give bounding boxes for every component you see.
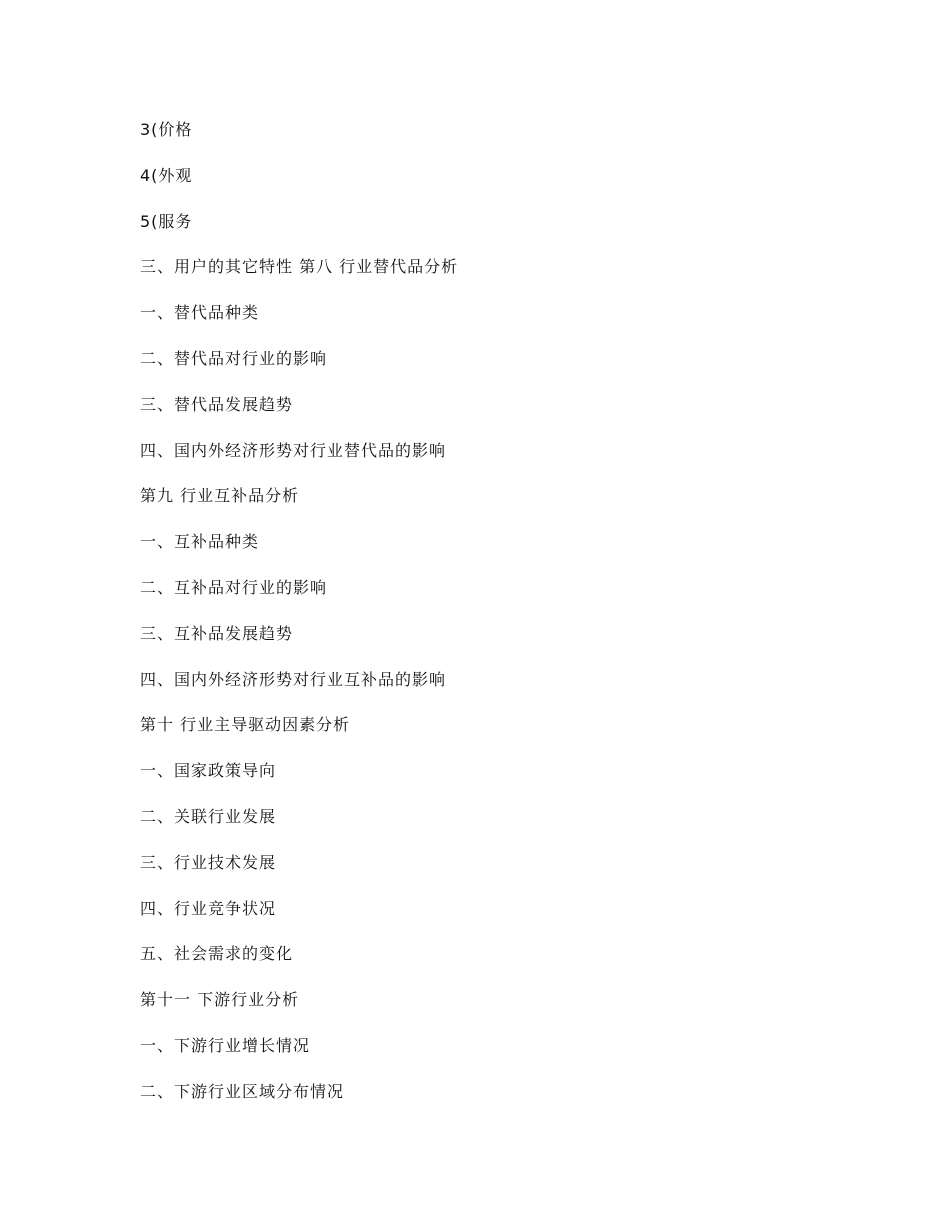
text-line: 3(价格 <box>140 120 193 139</box>
text-line: 5(服务 <box>140 211 193 231</box>
document-text-lines <box>140 116 900 1124</box>
text-line: 三、替代品发展趋势 <box>140 394 294 414</box>
text-line: 二、替代品对行业的影响 <box>140 348 328 368</box>
section-heading-line: 第十 行业主导驱动因素分析 <box>140 715 351 735</box>
text-line: 二、关联行业发展 <box>140 806 277 826</box>
text-line: 一、国家政策导向 <box>140 761 277 781</box>
text-line: 二、互补品对行业的影响 <box>140 577 328 597</box>
text-line: 一、替代品种类 <box>140 303 260 323</box>
text-line: 五、社会需求的变化 <box>140 944 294 964</box>
text-line: 三、行业技术发展 <box>140 852 277 872</box>
section-heading-line: 第九 行业互补品分析 <box>140 486 300 506</box>
text-line: 三、互补品发展趋势 <box>140 623 294 643</box>
section-heading-line: 三、用户的其它特性 第八 行业替代品分析 <box>140 257 459 277</box>
section-heading-line: 第十一 下游行业分析 <box>140 990 300 1010</box>
text-line: 一、互补品种类 <box>140 532 260 552</box>
text-line: 四、国内外经济形势对行业替代品的影响 <box>140 440 447 460</box>
text-line: 四、国内外经济形势对行业互补品的影响 <box>140 669 447 689</box>
text-line: 一、下游行业增长情况 <box>140 1035 311 1055</box>
text-line: 4(外观 <box>140 165 193 185</box>
text-line: 二、下游行业区域分布情况 <box>140 1081 345 1101</box>
text-line: 四、行业竞争状况 <box>140 898 277 918</box>
